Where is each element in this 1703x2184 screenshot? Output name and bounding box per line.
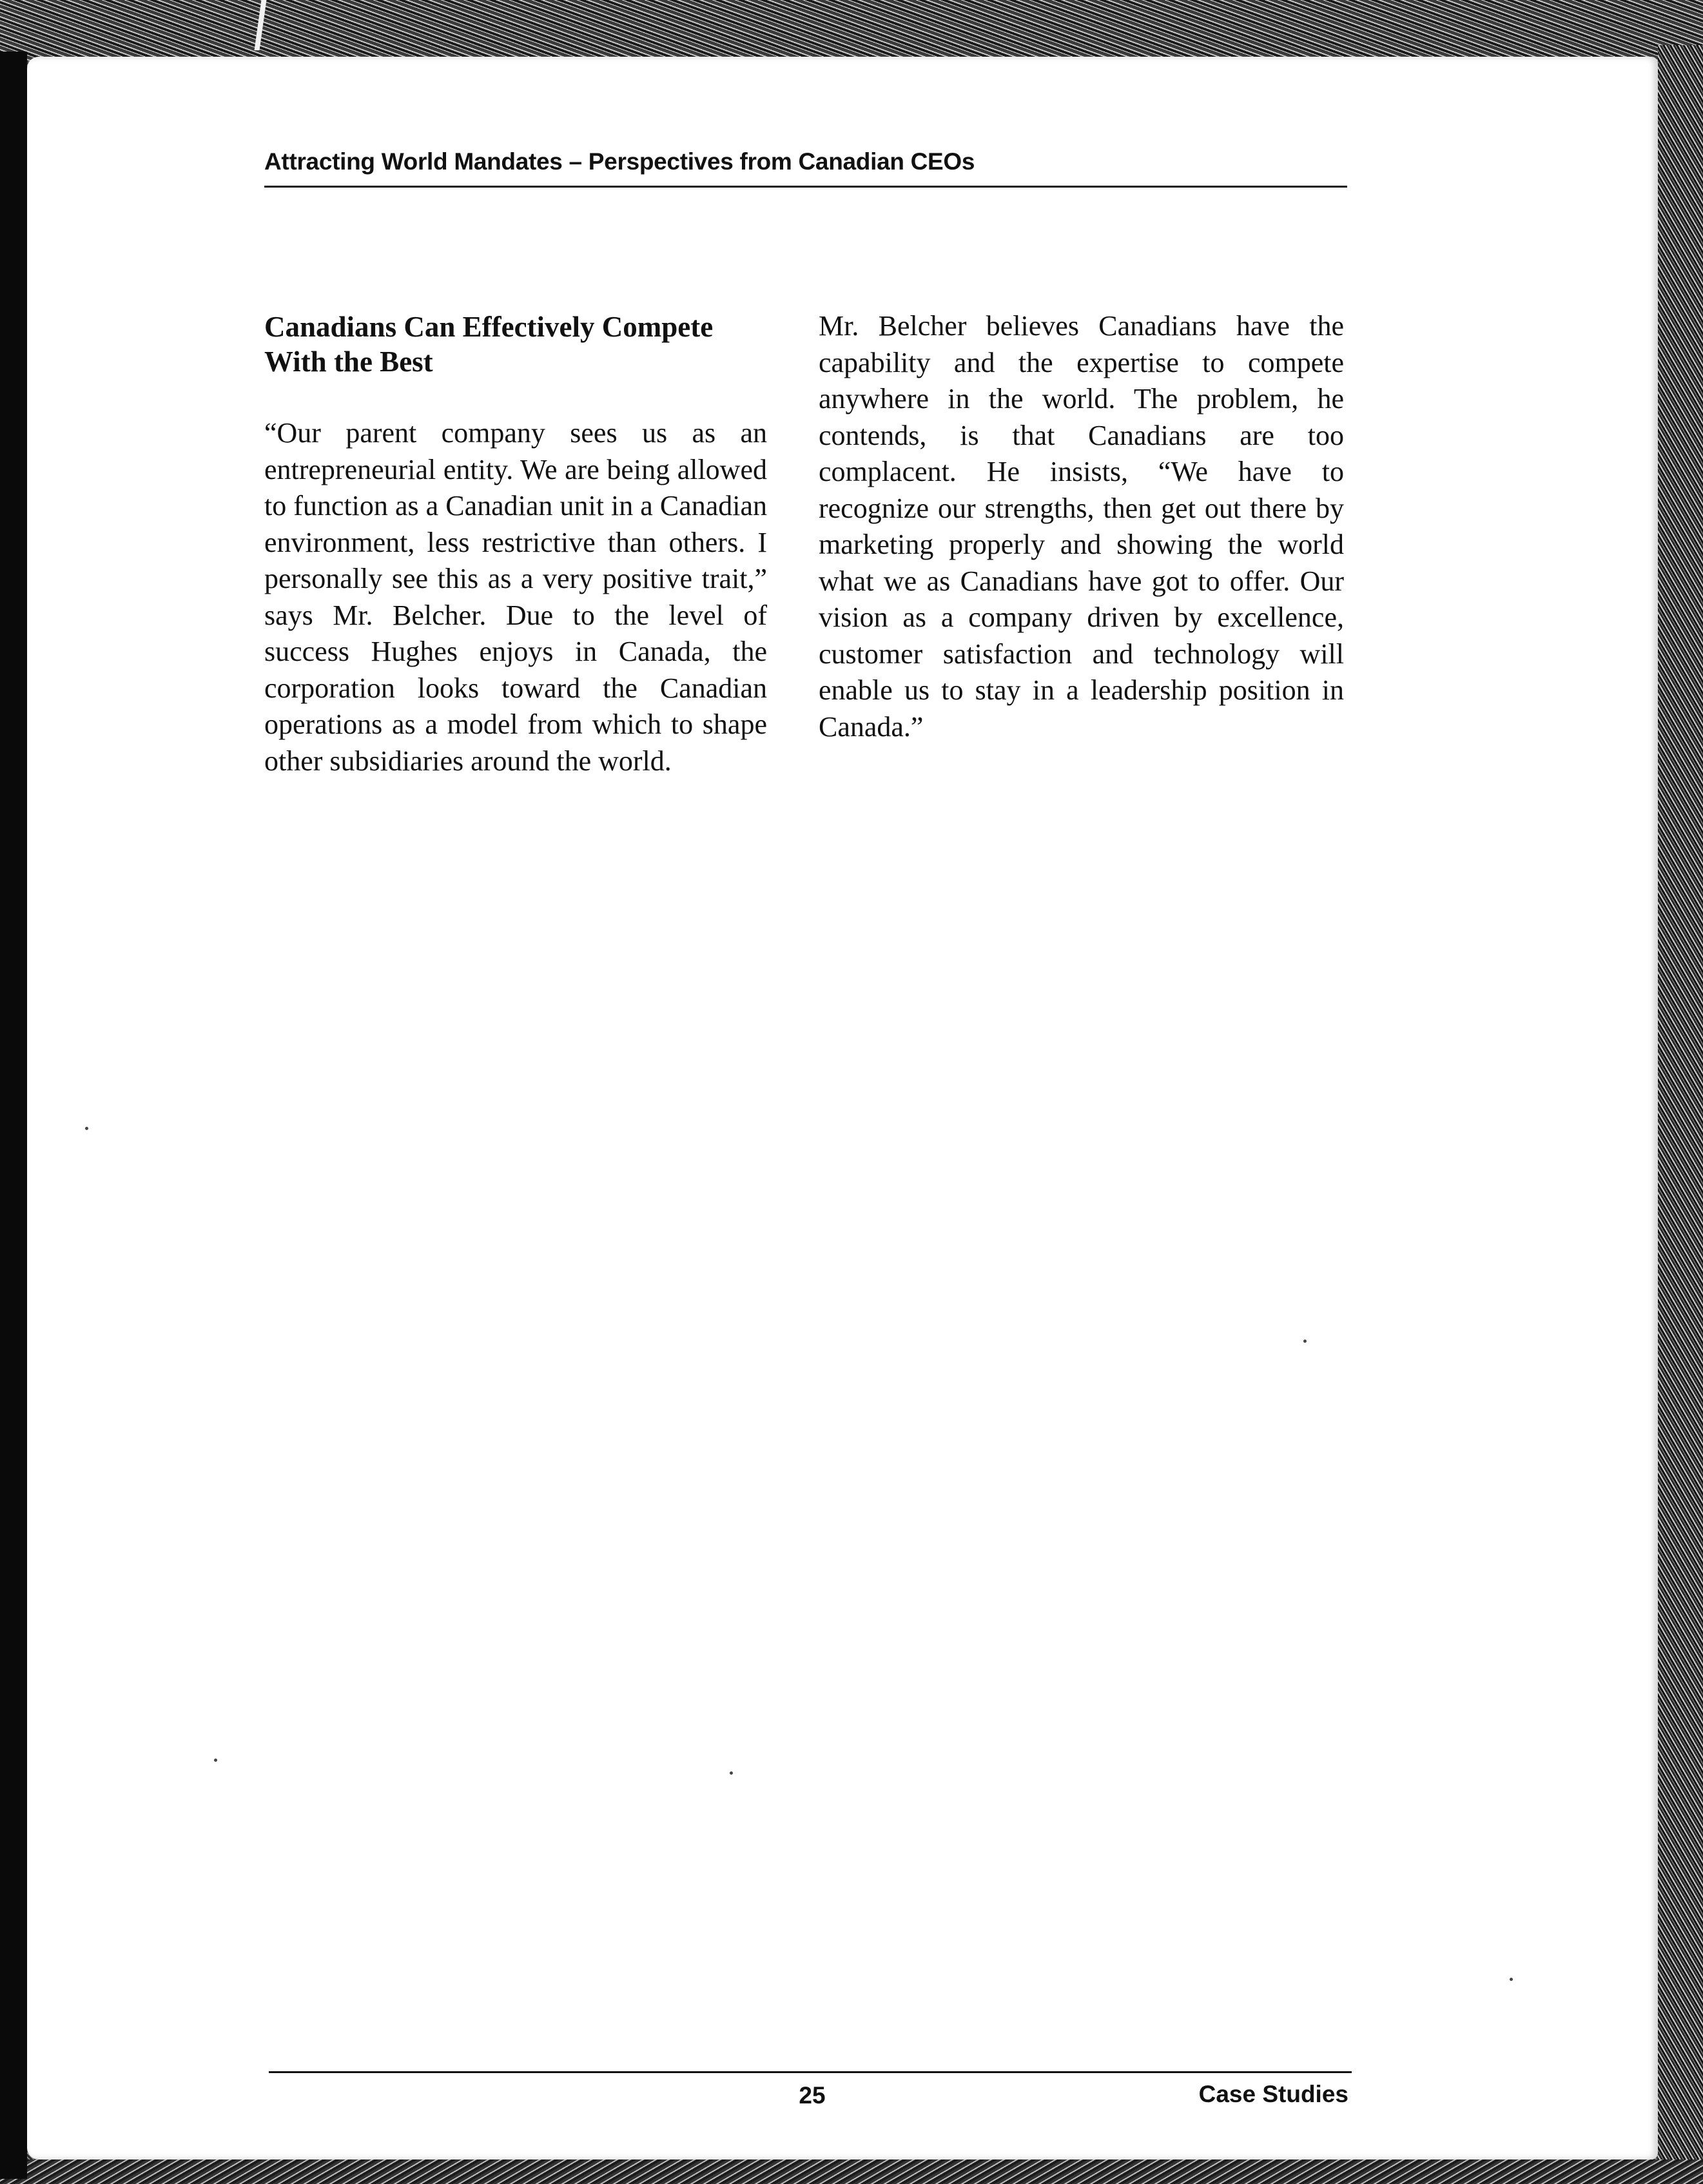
scan-speck <box>1510 1978 1513 1981</box>
left-column <box>264 309 767 779</box>
scan-speck <box>1303 1340 1307 1343</box>
footer-rule <box>269 2071 1352 2073</box>
header-rule <box>264 186 1347 188</box>
page-number: 25 <box>799 2082 826 2109</box>
binding-edge <box>0 52 27 2179</box>
scan-top-edge <box>0 0 1703 61</box>
right-paragraph: Mr. Belcher believes Canadians have the capability and the expertise to compete anywhere in the world. The problem, he contends, is that Canadians are too complacent. He insists, “We have to recognize our strengths, then get out there by marketing properly and showing the world what we as Canadians have got to offer. Our vision as a company driven by excellence, customer satisfaction and technology will enable us to stay in a leadership position in Canada.” <box>819 310 1344 743</box>
document-page <box>27 57 1658 2160</box>
scan-right-edge <box>1658 45 1703 2184</box>
running-head: Attracting World Mandates – Perspectives from Canadian CEOs <box>264 148 975 175</box>
scan-speck <box>85 1127 88 1130</box>
scan-bottom-edge <box>0 2160 1703 2184</box>
right-column <box>819 308 1344 745</box>
scan-speck <box>214 1759 217 1762</box>
scan-speck <box>730 1771 733 1775</box>
footer-section-label: Case Studies <box>1198 2081 1348 2107</box>
section-heading: Canadians Can Effectively Compete With the Best <box>264 311 714 378</box>
left-paragraph: “Our parent company sees us as an entrepreneurial entity. We are being allowed to function as a Canadian unit in a Canadian environment, less restrictive than others. I personally see this as a very positive trait,” says Mr. Belcher. Due to the level of success Hughes enjoys in Canada, the corporation looks toward the Canadian operations as a model from which to shape other subsidiaries around the world. <box>264 417 767 777</box>
